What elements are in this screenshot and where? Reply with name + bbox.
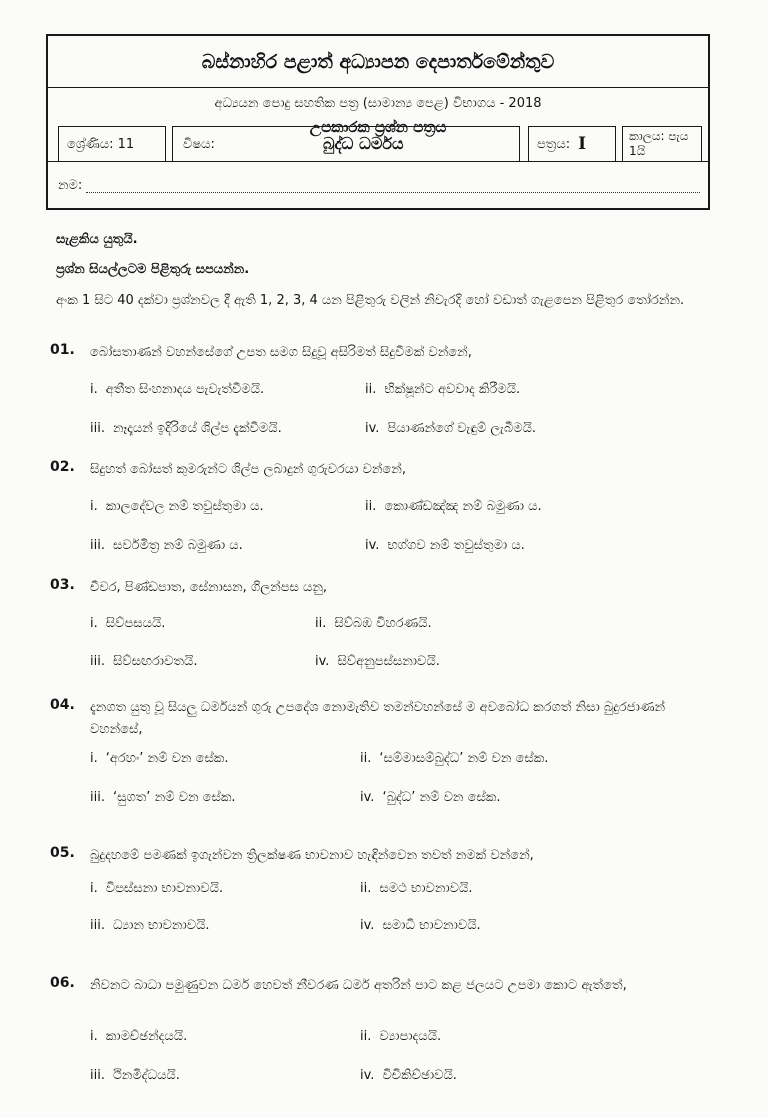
answer-option-4[interactable] bbox=[360, 1068, 457, 1083]
answer-option-3[interactable] bbox=[90, 790, 236, 805]
option-text: භග්ගව නම් තවුස්තුමා ය. bbox=[387, 538, 525, 553]
answer-option-1[interactable] bbox=[90, 1029, 187, 1044]
option-numeral: i. bbox=[90, 881, 98, 896]
option-numeral: iii. bbox=[90, 421, 105, 436]
option-text: සමාධි භාවනාවයි. bbox=[382, 918, 481, 933]
option-text: නෑදෑයන් ඉදිරියේ ශිල්ප දැක්වීමයි. bbox=[112, 421, 282, 436]
option-numeral: ii. bbox=[360, 751, 372, 766]
option-text: අතීත සිංහනාදය පැවැත්වීමයි. bbox=[105, 382, 265, 397]
option-numeral: i. bbox=[90, 751, 98, 766]
option-numeral: iv. bbox=[360, 790, 375, 805]
name-label: නම: bbox=[58, 178, 83, 193]
option-numeral: iii. bbox=[90, 790, 105, 805]
option-text: ‘සුගත’ නම් වන සේක. bbox=[112, 790, 236, 805]
option-numeral: ii. bbox=[365, 382, 377, 397]
answer-option-2[interactable] bbox=[315, 616, 432, 631]
answer-option-3[interactable] bbox=[90, 538, 243, 553]
option-numeral: ii. bbox=[360, 1029, 372, 1044]
answer-option-2[interactable] bbox=[365, 382, 520, 397]
option-numeral: iii. bbox=[90, 538, 105, 553]
answer-option-4[interactable] bbox=[315, 654, 440, 669]
question-number: 02. bbox=[50, 459, 75, 475]
question-number: 04. bbox=[50, 697, 75, 713]
answer-option-3[interactable] bbox=[90, 654, 197, 669]
question-text: දැනගත යුතු වූ සියලු ධර්මයන් ගුරු උපදේශ නොමැතිව තමන්වහන්සේ ම අවබෝධ කරගත් නිසා බුදුරජාණන් වහන්සේ, bbox=[90, 700, 666, 737]
subject-label: විෂය: bbox=[183, 136, 215, 152]
option-numeral: ii. bbox=[360, 881, 372, 896]
answer-option-3[interactable] bbox=[90, 918, 210, 933]
option-text: ‘සම්මාසම්බුද්ධ’ නම් වන සේක. bbox=[379, 751, 549, 766]
option-text: සිව්පසයයි. bbox=[105, 616, 166, 631]
question-text: නිවනට බාධා පමුණුවන ධර්ම හෙවත් නීවරණ ධර්ම අතරින් පාට කළ ජලයට උපමා කොට ඇත්තේ, bbox=[90, 978, 627, 993]
option-numeral: i. bbox=[90, 616, 98, 631]
grade-field bbox=[58, 126, 166, 162]
answer-option-2[interactable] bbox=[360, 1029, 441, 1044]
answer-option-1[interactable] bbox=[90, 382, 264, 397]
answer-option-3[interactable] bbox=[90, 1068, 180, 1083]
question-number: 03. bbox=[50, 577, 75, 593]
option-numeral: iv. bbox=[365, 538, 380, 553]
paper-fields bbox=[48, 122, 708, 172]
question-text: බෝසතාණන් වහන්සේගේ උපත සමග සිදුවූ අසිරිමත් සිදුවීමක් වන්නේ, bbox=[90, 345, 472, 360]
option-numeral: iv. bbox=[365, 421, 380, 436]
name-field[interactable] bbox=[58, 178, 700, 193]
question-text: සිදුහත් බෝසත් කුමරුන්ට ශිල්ප ලබාදුන් ගුරුවරයා වන්නේ, bbox=[90, 462, 406, 477]
question-text: චීවර, පිණ්ඩපාත, සේනාසන, ගිලන්පස යනු, bbox=[90, 580, 328, 595]
answer-option-4[interactable] bbox=[365, 421, 536, 436]
option-text: ‘අරහං’ නම් වන සේක. bbox=[105, 751, 229, 766]
option-text: සිව්සඟරාවතයි. bbox=[112, 654, 198, 669]
question-number: 01. bbox=[50, 342, 75, 358]
option-numeral: iii. bbox=[90, 918, 105, 933]
paper-label: පත්‍රය: bbox=[537, 136, 571, 152]
option-numeral: iv. bbox=[360, 918, 375, 933]
option-numeral: i. bbox=[90, 382, 98, 397]
option-text: කොණ්ඩඤ්ඤ නම් බමුණා ය. bbox=[384, 499, 542, 514]
option-numeral: i. bbox=[90, 499, 98, 514]
option-numeral: iii. bbox=[90, 1068, 105, 1083]
option-text: භික්ෂූන්ට අවවාද කිරීමයි. bbox=[384, 382, 521, 397]
answer-option-1[interactable] bbox=[90, 499, 264, 514]
answer-option-1[interactable] bbox=[90, 616, 165, 631]
time-field bbox=[622, 126, 702, 162]
answer-option-4[interactable] bbox=[360, 790, 501, 805]
answer-option-2[interactable] bbox=[365, 499, 542, 514]
name-dotted-line[interactable] bbox=[86, 179, 700, 193]
time-label: කාලය: පැය 1යි bbox=[629, 129, 689, 158]
answer-option-2[interactable] bbox=[360, 881, 473, 896]
paper-type: උපකාරක ප්‍රශ්න පත්‍රය bbox=[309, 118, 447, 136]
option-numeral: iii. bbox=[90, 654, 105, 669]
paper-field bbox=[528, 126, 616, 162]
paper-value: I bbox=[578, 134, 587, 154]
option-text: සර්වමිත්‍ර නම් බමුණා ය. bbox=[112, 538, 243, 553]
exam-title: අධ්‍යයන පොදු සහතික පත්‍ර (සාමාන්‍ය පෙළ) විභාගය - 2018 bbox=[214, 96, 542, 111]
option-text: ධ්‍යාන භාවනාවයි. bbox=[112, 918, 210, 933]
option-text: පියාණන්ගේ වැඳුම් ලැබීමයි. bbox=[387, 421, 537, 436]
answer-option-4[interactable] bbox=[365, 538, 525, 553]
question-number: 06. bbox=[50, 975, 75, 991]
question-number: 05. bbox=[50, 845, 75, 861]
answer-option-1[interactable] bbox=[90, 881, 223, 896]
option-text: විචිකිච්ඡාවයි. bbox=[382, 1068, 457, 1083]
option-text: සිව්බඹ විහරණයි. bbox=[334, 616, 432, 631]
option-text: කාමච්ඡන්දයයි. bbox=[105, 1029, 188, 1044]
option-numeral: iv. bbox=[360, 1068, 375, 1083]
option-text: විපස්සනා භාවනාවයි. bbox=[105, 881, 224, 896]
option-text: සිව්අනුපස්සනාවයි. bbox=[337, 654, 440, 669]
instruction-answer-all: ප්‍රශ්න සියල්ලටම පිළිතුරු සපයන්න. bbox=[56, 262, 250, 277]
option-text: ථිනමිද්ධයයි. bbox=[112, 1068, 180, 1083]
option-text: ව්‍යාපාදයයි. bbox=[379, 1029, 442, 1044]
option-text: සමථ භාවනාවයි. bbox=[379, 881, 473, 896]
option-text: ‘බුද්ධ’ නම් වන සේක. bbox=[382, 790, 501, 805]
option-numeral: iv. bbox=[315, 654, 330, 669]
option-text: කාලදේවල නම් තවුස්තුමා ය. bbox=[105, 499, 264, 514]
grade-label: ශ්‍රේණිය: 11 bbox=[67, 136, 135, 152]
option-numeral: ii. bbox=[315, 616, 327, 631]
subject-field bbox=[172, 126, 520, 162]
instruction-note: සැළකිය යුතුයි. bbox=[56, 232, 138, 247]
department-title: බස්නාහිර පළාත් අධ්‍යාපන දෙපාර්තමේන්තුව bbox=[48, 36, 708, 88]
answer-option-1[interactable] bbox=[90, 751, 229, 766]
paper-header bbox=[46, 34, 710, 210]
option-numeral: i. bbox=[90, 1029, 98, 1044]
answer-option-2[interactable] bbox=[360, 751, 548, 766]
instruction-detail: අංක 1 සිට 40 දක්වා ප්‍රශ්නවල දී ඇති 1, 2, 3, 4 යන පිළිතුරු වලින් නිවැරදි හෝ වඩාත් ගැළපෙන පිළිතුර තෝරන්න. bbox=[56, 293, 685, 308]
question-text: බුදුදහමේ පමණක් ඉගැන්වන ත්‍රිලක්ෂණ භාවනාව හැඳින්වෙන තවත් නමක් වන්නේ, bbox=[90, 848, 534, 863]
answer-option-3[interactable] bbox=[90, 421, 282, 436]
subject-value: බුද්ධ ධර්මය bbox=[323, 134, 404, 153]
answer-option-4[interactable] bbox=[360, 918, 481, 933]
option-numeral: ii. bbox=[365, 499, 377, 514]
